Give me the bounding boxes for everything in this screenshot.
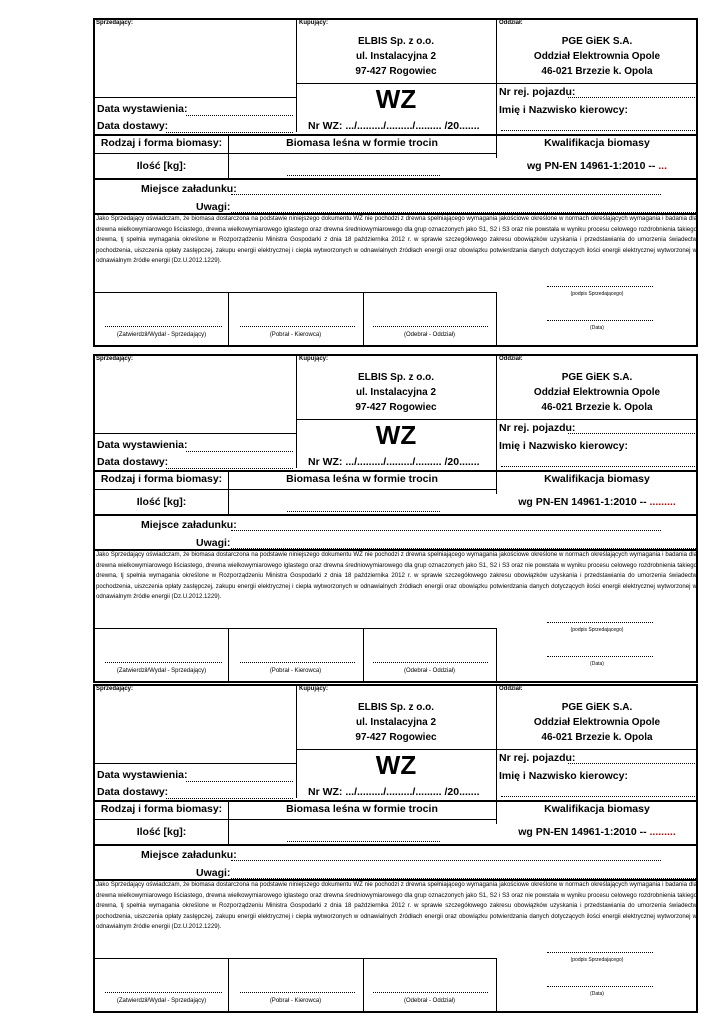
driver-signature-caption: (Pobrał - Kierowca) [269, 998, 322, 1004]
buyer-line3: 97-427 Rogowiec [355, 66, 437, 77]
buyer-line3: 97-427 Rogowiec [355, 732, 437, 743]
branch-address [496, 370, 698, 415]
seller-label: Sprzedający: [96, 686, 134, 692]
date-caption: (Data) [590, 661, 604, 667]
standard-suffix[interactable]: ......... [649, 826, 676, 838]
driver-field[interactable] [501, 796, 695, 797]
branch-address [496, 700, 698, 745]
branch-signature-line[interactable] [373, 326, 488, 327]
buyer-label: Kupujący: [299, 20, 329, 26]
divider [95, 514, 698, 516]
branch-signature-caption: (Odebrał - Oddział) [403, 332, 456, 338]
biomass-type-label: Rodzaj i forma biomasy: [100, 137, 223, 149]
driver-field[interactable] [501, 466, 695, 467]
seller-label: Sprzedający: [96, 356, 134, 362]
notes-label: Uwagi: [196, 867, 231, 879]
vehicle-field[interactable] [568, 97, 695, 98]
standard-text: wg PN-EN 14961-1:2010 -- [526, 160, 656, 172]
wz-form [93, 18, 698, 347]
delivery-date-field[interactable] [166, 798, 293, 799]
wz-number[interactable]: Nr WZ: .../........./........./......... /20....... [308, 120, 480, 132]
branch-signature-caption: (Odebrał - Oddział) [403, 668, 456, 674]
vehicle-label: Nr rej. pojazdu: [499, 422, 576, 434]
buyer-address [296, 700, 496, 745]
issue-date-label: Data wystawienia: [97, 103, 188, 115]
issue-date-label: Data wystawienia: [97, 769, 188, 781]
divider [95, 153, 496, 154]
issue-date-label: Data wystawienia: [97, 439, 188, 451]
delivery-date-label: Data dostawy: [97, 120, 169, 132]
divider [95, 958, 496, 959]
loading-label: Miejsce załadunku: [141, 183, 237, 195]
qualification-label: Kwalifikacja biomasy [544, 803, 650, 815]
declaration-text: Jako Sprzedający oświadczam, że biomasa dostarczona na podstawie niniejszego dokumentu WZ nie pochodzi z drewna spełniającego wymagania jakościowe określone w normach określających wymagania i badania dla drewna wielkowymiarowego liściastego, drewna wielkowymiarowego iglastego oraz drewna średniowymiarowego dla grup oznaczonych jako S1, S2 i S3 oraz nie powstała w wyniku procesu celowego rozdrobnienia takiego drewna, tj spełnia wymagania określone w Rozporządzeniu Ministra Gospodarki z dnia 18 października 2012 r. w sprawie szczegółowego zakresu obowiązków uzyskania i przedstawiania do umorzenia świadectw pochodzenia, uiszczenia opłaty zastępczej, zakupu energii elektrycznej i ciepła wytworzonych w odnawialnych źródłach energii oraz obowiązku potwierdzania danych dotyczących ilości energii elektrycznej wytworzonej w odnawialnym źródle energii (Dz.U.2012.1229). [96, 881, 697, 931]
divider [95, 292, 496, 293]
seller-sign-caption: (podpis Sprzedającego) [570, 627, 624, 633]
branch-line3: 46-021 Brzezie k. Opola [541, 732, 653, 743]
biomass-type-value: Biomasa leśna w formie trocin [286, 137, 438, 149]
divider [496, 958, 497, 1011]
buyer-line2: ul. Instalacyjna 2 [355, 717, 437, 728]
buyer-line1: ELBIS Sp. z o.o. [357, 372, 435, 383]
divider [496, 628, 497, 681]
divider [95, 433, 296, 434]
driver-label: Imię i Nazwisko kierowcy: [499, 770, 628, 782]
buyer-label: Kupujący: [299, 356, 329, 362]
divider [496, 83, 698, 84]
document-title: WZ [375, 420, 417, 450]
notes-label: Uwagi: [196, 537, 231, 549]
biomass-standard [496, 496, 698, 508]
divider [496, 292, 497, 345]
delivery-date-field[interactable] [166, 132, 293, 133]
quantity-field[interactable] [287, 175, 440, 176]
biomass-type-value: Biomasa leśna w formie trocin [286, 803, 438, 815]
branch-line1: PGE GiEK S.A. [561, 36, 633, 47]
quantity-field[interactable] [287, 841, 440, 842]
quantity-label: Ilość [kg]: [136, 496, 187, 508]
driver-signature-caption: (Pobrał - Kierowca) [269, 668, 322, 674]
qualification-label: Kwalifikacja biomasy [544, 137, 650, 149]
standard-text: wg PN-EN 14961-1:2010 -- [518, 826, 647, 838]
biomass-type-value: Biomasa leśna w formie trocin [286, 473, 438, 485]
wz-number[interactable]: Nr WZ: .../........./........./......... /20....... [308, 456, 480, 468]
buyer-line3: 97-427 Rogowiec [355, 402, 437, 413]
document-title: WZ [375, 84, 417, 114]
declaration-text: Jako Sprzedający oświadczam, że biomasa dostarczona na podstawie niniejszego dokumentu WZ nie pochodzi z drewna spełniającego wymagania jakościowe określone w normach określających wymagania i badania dla drewna wielkowymiarowego liściastego, drewna wielkowymiarowego iglastego oraz drewna średniowymiarowego dla grup oznaczonych jako S1, S2 i S3 oraz nie powstała w wyniku procesu celowego rozdrobnienia takiego drewna, tj spełnia wymagania określone w Rozporządzeniu Ministra Gospodarki z dnia 18 października 2012 r. w sprawie szczegółowego zakresu obowiązków uzyskania i przedstawiania do umorzenia świadectw pochodzenia, uiszczenia opłaty zastępczej, zakupu energii elektrycznej i ciepła wytworzonych w odnawialnych źródłach energii oraz obowiązku potwierdzania danych dotyczących ilości energii elektrycznej wytworzonej w odnawialnym źródle energii (Dz.U.2012.1229). [96, 551, 697, 601]
driver-signature-line[interactable] [240, 662, 355, 663]
quantity-label: Ilość [kg]: [136, 160, 187, 172]
driver-signature-line[interactable] [240, 326, 355, 327]
biomass-type-label: Rodzaj i forma biomasy: [100, 473, 223, 485]
date-line[interactable] [547, 986, 653, 987]
date-line[interactable] [547, 656, 653, 657]
issue-date-field[interactable] [186, 115, 293, 116]
buyer-line1: ELBIS Sp. z o.o. [357, 702, 435, 713]
wz-form [93, 354, 698, 683]
driver-label: Imię i Nazwisko kierowcy: [499, 440, 628, 452]
biomass-standard [496, 826, 698, 838]
branch-signature-caption: (Odebrał - Oddział) [403, 998, 456, 1004]
quantity-label: Ilość [kg]: [136, 826, 187, 838]
vehicle-field[interactable] [568, 433, 695, 434]
buyer-line1: ELBIS Sp. z o.o. [357, 36, 435, 47]
branch-label: Oddział: [499, 20, 523, 26]
seller-sign-line[interactable] [547, 952, 653, 953]
delivery-date-field[interactable] [166, 468, 293, 469]
seller-signature-caption: (Zatwierdził/Wydał - Sprzedający) [116, 332, 207, 338]
branch-line1: PGE GiEK S.A. [561, 702, 633, 713]
seller-signature-line[interactable] [105, 992, 222, 993]
divider [95, 763, 296, 764]
delivery-date-label: Data dostawy: [97, 456, 169, 468]
wz-form [93, 684, 698, 1013]
seller-signature-line[interactable] [105, 326, 222, 327]
vehicle-label: Nr rej. pojazdu: [499, 752, 576, 764]
branch-line1: PGE GiEK S.A. [561, 372, 633, 383]
notes-label: Uwagi: [196, 201, 231, 213]
buyer-address [296, 370, 496, 415]
loading-field[interactable] [231, 194, 661, 195]
branch-line2: Oddział Elektrownia Opole [533, 717, 661, 728]
delivery-date-label: Data dostawy: [97, 786, 169, 798]
buyer-line2: ul. Instalacyjna 2 [355, 387, 437, 398]
seller-signature-caption: (Zatwierdził/Wydał - Sprzedający) [116, 998, 207, 1004]
buyer-address [296, 34, 496, 79]
divider [95, 628, 496, 629]
branch-line3: 46-021 Brzezie k. Opola [541, 402, 653, 413]
date-line[interactable] [547, 320, 653, 321]
loading-label: Miejsce załadunku: [141, 849, 237, 861]
issue-date-field[interactable] [186, 781, 293, 782]
divider [95, 800, 698, 802]
seller-sign-caption: (podpis Sprzedającego) [570, 291, 624, 297]
standard-suffix[interactable]: ......... [649, 496, 676, 508]
seller-label: Sprzedający: [96, 20, 134, 26]
standard-suffix[interactable]: ... [658, 160, 668, 172]
branch-label: Oddział: [499, 686, 523, 692]
loading-field[interactable] [231, 860, 661, 861]
biomass-type-label: Rodzaj i forma biomasy: [100, 803, 223, 815]
biomass-standard [496, 160, 698, 172]
divider [95, 844, 698, 846]
branch-line3: 46-021 Brzezie k. Opola [541, 66, 653, 77]
branch-line2: Oddział Elektrownia Opole [533, 51, 661, 62]
buyer-line2: ul. Instalacyjna 2 [355, 51, 437, 62]
seller-sign-line[interactable] [547, 286, 653, 287]
vehicle-label: Nr rej. pojazdu: [499, 86, 576, 98]
declaration-text: Jako Sprzedający oświadczam, że biomasa dostarczona na podstawie niniejszego dokumentu WZ nie pochodzi z drewna spełniającego wymagania jakościowe określone w normach określających wymagania i badania dla drewna wielkowymiarowego liściastego, drewna wielkowymiarowego iglastego oraz drewna średniowymiarowego dla grup oznaczonych jako S1, S2 i S3 oraz nie powstała w wyniku procesu celowego rozdrobnienia takiego drewna, tj spełnia wymagania określone w Rozporządzeniu Ministra Gospodarki z dnia 18 października 2012 r. w sprawie szczegółowego zakresu obowiązków uzyskania i przedstawiania do umorzenia świadectw pochodzenia, uiszczenia opłaty zastępczej, zakupu energii elektrycznej i ciepła wytworzonych w odnawialnych źródłach energii oraz obowiązku potwierdzania danych dotyczących ilości energii elektrycznej wytworzonej w odnawialnym źródle energii (Dz.U.2012.1229). [96, 215, 697, 265]
seller-sign-caption: (podpis Sprzedającego) [570, 957, 624, 963]
branch-signature-line[interactable] [373, 992, 488, 993]
buyer-label: Kupujący: [299, 686, 329, 692]
branch-label: Oddział: [499, 356, 523, 362]
loading-field[interactable] [231, 530, 661, 531]
branch-signature-line[interactable] [373, 662, 488, 663]
divider [95, 134, 698, 136]
seller-signature-line[interactable] [105, 662, 222, 663]
divider [95, 819, 496, 820]
divider [496, 749, 698, 750]
driver-field[interactable] [501, 130, 695, 131]
driver-signature-caption: (Pobrał - Kierowca) [269, 332, 322, 338]
date-caption: (Data) [590, 325, 604, 331]
qualification-label: Kwalifikacja biomasy [544, 473, 650, 485]
seller-signature-caption: (Zatwierdził/Wydał - Sprzedający) [116, 668, 207, 674]
issue-date-field[interactable] [186, 451, 293, 452]
vehicle-field[interactable] [568, 763, 695, 764]
divider [95, 470, 698, 472]
branch-line2: Oddział Elektrownia Opole [533, 387, 661, 398]
seller-sign-line[interactable] [547, 622, 653, 623]
wz-number[interactable]: Nr WZ: .../........./........./......... /20....... [308, 786, 480, 798]
divider [496, 419, 698, 420]
driver-label: Imię i Nazwisko kierowcy: [499, 104, 628, 116]
date-caption: (Data) [590, 991, 604, 997]
divider [95, 489, 496, 490]
branch-address [496, 34, 698, 79]
driver-signature-line[interactable] [240, 992, 355, 993]
divider [95, 97, 296, 98]
quantity-field[interactable] [287, 511, 440, 512]
loading-label: Miejsce załadunku: [141, 519, 237, 531]
document-title: WZ [375, 750, 417, 780]
divider [95, 178, 698, 180]
standard-text: wg PN-EN 14961-1:2010 -- [518, 496, 647, 508]
